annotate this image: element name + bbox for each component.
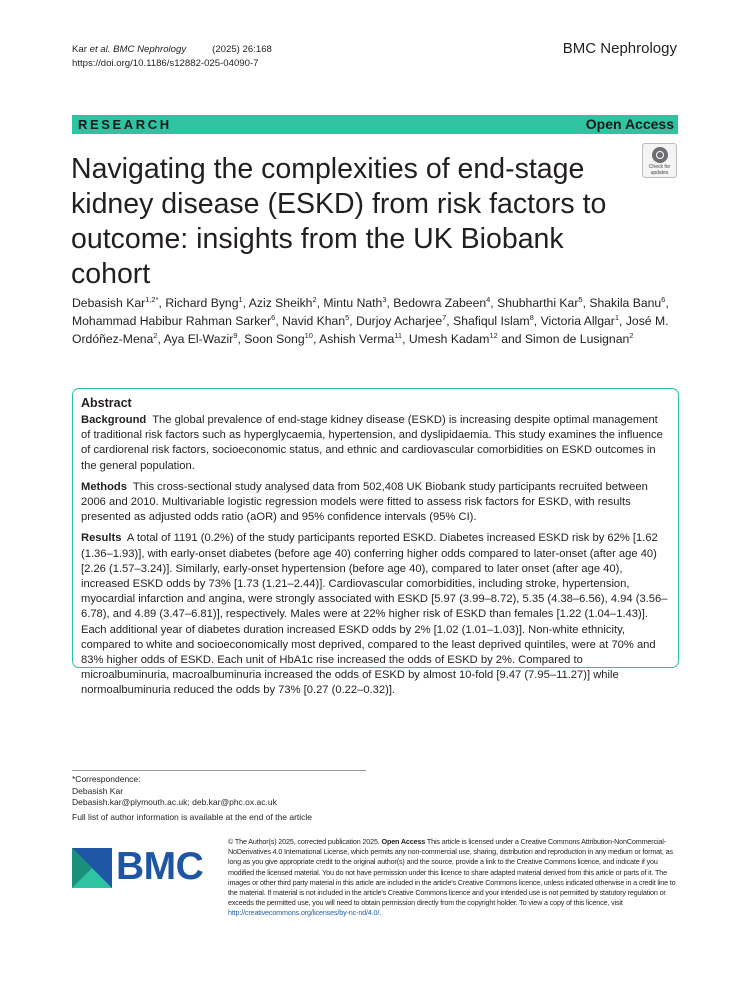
correspondence-divider — [72, 770, 366, 771]
license-link[interactable]: http://creativecommons.org/licenses/by-nc-nd/4.0/. — [228, 908, 382, 918]
author-name[interactable]: Shubharthi Kar$^5$ — [497, 294, 583, 310]
citation-author: Kar — [72, 44, 90, 55]
author-info-note: Full list of author information is available at the end of the article — [72, 812, 313, 822]
author-affiliation: 6 — [661, 294, 666, 304]
author-affiliation: 10 — [304, 330, 313, 340]
author-affiliation: 3 — [382, 294, 387, 304]
background-label: Background — [81, 414, 147, 426]
author-affiliation: 8 — [529, 312, 534, 322]
author-name[interactable]: Bedowra Zabeen$^4$ — [393, 294, 491, 310]
author-name[interactable]: Umesh Kadam$^{12}$ — [408, 330, 498, 346]
bmc-logo-text: BMC — [116, 845, 204, 888]
author-affiliation: 1 — [238, 294, 243, 304]
author-name[interactable]: Mintu Nath$^3$ — [323, 294, 387, 310]
citation-volume: (2025) 26:168 — [212, 44, 272, 55]
license-lead: © The Author(s) 2025, corrected publication 2025. — [228, 837, 380, 846]
author-name[interactable]: Shakila Banu$^6$ — [589, 294, 666, 310]
check-for-updates-label: Check for updates — [648, 164, 671, 176]
abstract-background — [81, 413, 670, 474]
author-name[interactable]: Shafiqul Islam$^8$ — [453, 312, 534, 328]
journal-name: BMC Nephrology — [562, 40, 677, 57]
author-name[interactable]: Debasish Kar$^{1,2*}$ — [72, 294, 159, 310]
author-affiliation: 1,2* — [145, 294, 159, 304]
check-for-updates-icon — [652, 147, 668, 163]
license-notice — [228, 837, 680, 919]
author-affiliation: 4 — [486, 294, 491, 304]
author-name[interactable]: Richard Byng$^1$ — [165, 294, 243, 310]
author-name[interactable]: Simon de Lusignan$^2$ — [524, 330, 634, 346]
citation-etal: et al. — [89, 44, 111, 55]
author-name[interactable]: Navid Khan$^5$ — [282, 312, 350, 328]
running-header — [72, 43, 272, 70]
article-title: Navigating the complexities of end-stage kidney disease (ESKD) from risk factors to outcome: insights from the UK Biobank cohort — [71, 153, 607, 290]
author-name[interactable]: Victoria Allgar$^1$ — [540, 312, 620, 328]
bmc-logo — [72, 845, 212, 888]
author-name[interactable]: Aya El-Wazir$^9$ — [163, 330, 238, 346]
author-name[interactable]: Ashish Verma$^{11}$ — [319, 330, 403, 346]
correspondence-label: *Correspondence: — [72, 774, 141, 784]
author-name[interactable]: Soon Song$^{10}$ — [244, 330, 313, 346]
abstract-methods — [81, 480, 670, 526]
article-type: RESEARCH — [78, 117, 172, 132]
open-access-label: Open Access — [585, 116, 674, 132]
bmc-logo-icon — [72, 848, 112, 888]
article-type-band — [72, 115, 678, 134]
background-text: The global prevalence of end-stage kidney disease (ESKD) is increasing despite optimal management of traditional risk factors such as hyperglycaemia, hypertension, and dyslipidaemia. This study examines the influence of cardiorenal risk factors, socioeconomic status, and ethnic and cardiovascular comorbidities on ESKD outcomes in the general population. — [81, 414, 663, 472]
correspondence-emails[interactable]: Debasish.kar@plymouth.ac.uk; deb.kar@phc.ox.ac.uk — [72, 797, 277, 807]
abstract-heading: Abstract — [81, 396, 132, 410]
methods-text: This cross-sectional study analysed data from 502,408 UK Biobank study participants recruited between 2006 and 2010. Multivariable logistic regression models were fitted to assess risk factors for ESKD, with results presented as adjusted odds ratio (aOR) and 95% confidence intervals (95% CI). — [81, 480, 648, 524]
author-name[interactable]: Durjoy Acharjee$^7$ — [356, 312, 447, 328]
license-body: This article is licensed under a Creative Commons Attribution-NonCommercial-NoDerivatives 4.0 International License, which permits any non-commercial use, sharing, distribution and reproduction in any medium or format, as long as you give appropriate credit to the original author(s) and the source, provide a link to the Creative Commons licence, and indicate if you modified the licensed material. You do not have permission under this licence to share adapted material derived from this article or parts of it. The images or other third party material in this article are included in the article's Creative Commons licence, unless indicated otherwise in a credit line to the material. If material is not included in the article's Creative Commons licence and your intended use is not permitted by statutory regulation or exceeds the permitted use, you will need to obtain permission directly from the copyright holder. To view a copy of this licence, visit — [228, 837, 676, 908]
author-affiliation: 6 — [271, 312, 276, 322]
check-for-updates-button[interactable] — [642, 143, 677, 178]
author-list: Debasish Kar$^{1,2*}$, Richard Byng$^1$, Aziz Sheikh$^2$, Mintu Nath$^3$, Bedowra Zabeen$^4$, Shubharthi Kar$^5$, Shakila Banu$^6$, Mohammad Habibur Rahman Sarker$^6$, Navid Khan$^5$, Durjoy Acharjee$^7$, Shafiqul Islam$^8$, Victoria Allgar$^1$, José M. Ordóñez-Mena$^2$, Aya El-Wazir$^9$, Soon Song$^{10}$, Ashish Verma$^{11}$, Umesh Kadam$^{12}$ and Simon de Lusignan$^2$ — [72, 294, 669, 346]
author-affiliation: 7 — [442, 312, 447, 322]
results-label: Results — [81, 532, 122, 545]
author-name[interactable]: Aziz Sheikh$^2$ — [248, 294, 317, 310]
abstract-results — [81, 531, 670, 698]
author-affiliation: 2 — [312, 294, 317, 304]
abstract-box — [72, 388, 679, 697]
author-name[interactable]: Mohammad Habibur Rahman Sarker$^6$ — [72, 312, 276, 328]
author-affiliation: 9 — [233, 330, 238, 340]
citation — [72, 43, 272, 57]
doi-link[interactable]: https://doi.org/10.1186/s12882-025-04090-7 — [72, 57, 259, 69]
correspondence — [72, 774, 277, 809]
methods-label: Methods — [81, 480, 127, 493]
author-affiliation: 2 — [629, 330, 634, 340]
correspondence-name: Debasish Kar — [72, 785, 124, 796]
author-affiliation: 1 — [614, 312, 620, 322]
author-affiliation: 5 — [345, 312, 350, 322]
author-affiliation: 12 — [489, 330, 498, 340]
results-text: A total of 1191 (0.2%) of the study participants reported ESKD. Diabetes increased ESKD risk by 62% [1.62 (1.36–1.93)], with early-onset diabetes (before age 40) conferring higher odds compared to later-onset (after age 40) [2.26 (1.57–3.24)]. Similarly, early-onset hypertension (before age 40), compared to later onset (after age 40), increased ESKD odds by 73% [1.73 (1.21–2.44)]. Cardiovascular comorbidities, including stroke, hypertension, myocardial infarction and angina, were strongly associated with ESKD [5.97 (3.99–8.72), 5.35 (4.38–6.56), 4.94 (3.56–6.78), and 4.89 (3.47–6.81)], respectively. Males were at 22% higher risk of ESKD than females [1.22 (1.04–1.43)]. Each additional year of diabetes duration increased ESKD odds by 2% [1.02 (1.01–1.03)]. Non-white ethnicity, compared to white and socioeconomically most deprived, compared to the least deprived quintiles, were at 70% and 83% higher odds of ESKD. Each unit of HbA1c rise increased the odds of ESKD by 2%. Compared to microalbuminuria, macroalbuminuria increased the odds of ESKD by almost 10-fold [9.47 (7.95–11.27)] while normoalbuminuria reduced the odds by 73% [0.27 (0.22–0.32)]. — [81, 532, 668, 697]
citation-journal: BMC Nephrology — [110, 44, 187, 55]
author-affiliation: 5 — [578, 294, 583, 304]
author-affiliation: 11 — [394, 330, 403, 340]
license-open-access: Open Access — [381, 837, 426, 846]
author-name[interactable]: José M. Ordóñez-Mena$^2$ — [72, 314, 669, 346]
author-affiliation: 2 — [153, 330, 158, 340]
